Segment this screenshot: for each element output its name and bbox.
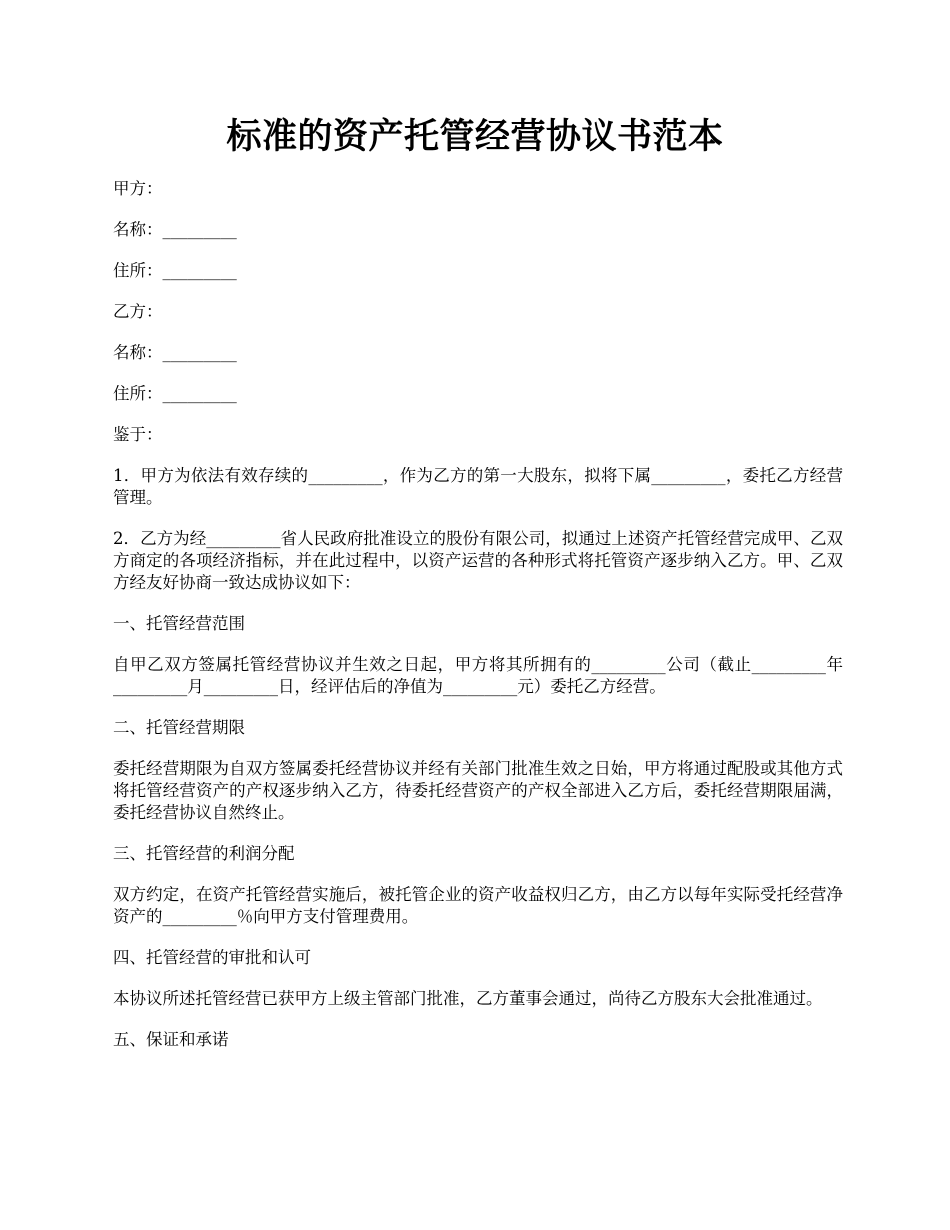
party-a-address-line: 住所：_________ [113,261,237,280]
recital-2: 2．乙方为经_________省人民政府批准设立的股份有限公司，拟通过上述资产托管经营完成甲、乙双方商定的各项经济指标，并在此过程中，以资产运营的各种形式将托管资产逐步纳入乙方。甲、乙双方经友好协商一致达成协议如下： [113,529,843,592]
party-a-name-line: 名称：_________ [113,220,237,239]
section-heading-approval: 四、托管经营的审批和认可 [113,948,311,967]
party-b-name-line: 名称：_________ [113,343,237,362]
whereas-heading: 鉴于： [113,425,163,444]
section-body-approval: 本协议所述托管经营已获甲方上级主管部门批准，乙方董事会通过，尚待乙方股东大会批准通过。 [113,989,823,1008]
document-body [113,178,843,1070]
document-title: 标准的资产托管经营协议书范本 [226,116,724,157]
section-body-profit: 双方约定，在资产托管经营实施后，被托管企业的资产收益权归乙方，由乙方以每年实际受托经营净资产的_________％向甲方支付管理费用。 [113,885,843,926]
party-a-heading: 甲方： [113,179,163,198]
party-b-heading: 乙方： [113,302,163,321]
section-heading-scope: 一、托管经营范围 [113,614,245,633]
party-b-address-line: 住所：_________ [113,384,237,403]
section-body-scope: 自甲乙双方签属托管经营协议并生效之日起，甲方将其所拥有的_________公司（截止_________年_________月_________日，经评估后的净值为_________元）委托乙方经营。 [113,655,843,696]
recital-1: 1．甲方为依法有效存续的_________，作为乙方的第一大股东，拟将下属_________，委托乙方经营管理。 [113,466,843,507]
section-heading-term: 二、托管经营期限 [113,718,245,737]
section-heading-profit: 三、托管经营的利润分配 [113,844,295,863]
section-heading-warranty: 五、保证和承诺 [113,1030,229,1049]
section-body-term: 委托经营期限为自双方签属委托经营协议并经有关部门批准生效之日始，甲方将通过配股或其他方式将托管经营资产的产权逐步纳入乙方，待委托经营资产的产权全部进入乙方后，委托经营期限届满，委托经营协议自然终止。 [113,759,843,822]
